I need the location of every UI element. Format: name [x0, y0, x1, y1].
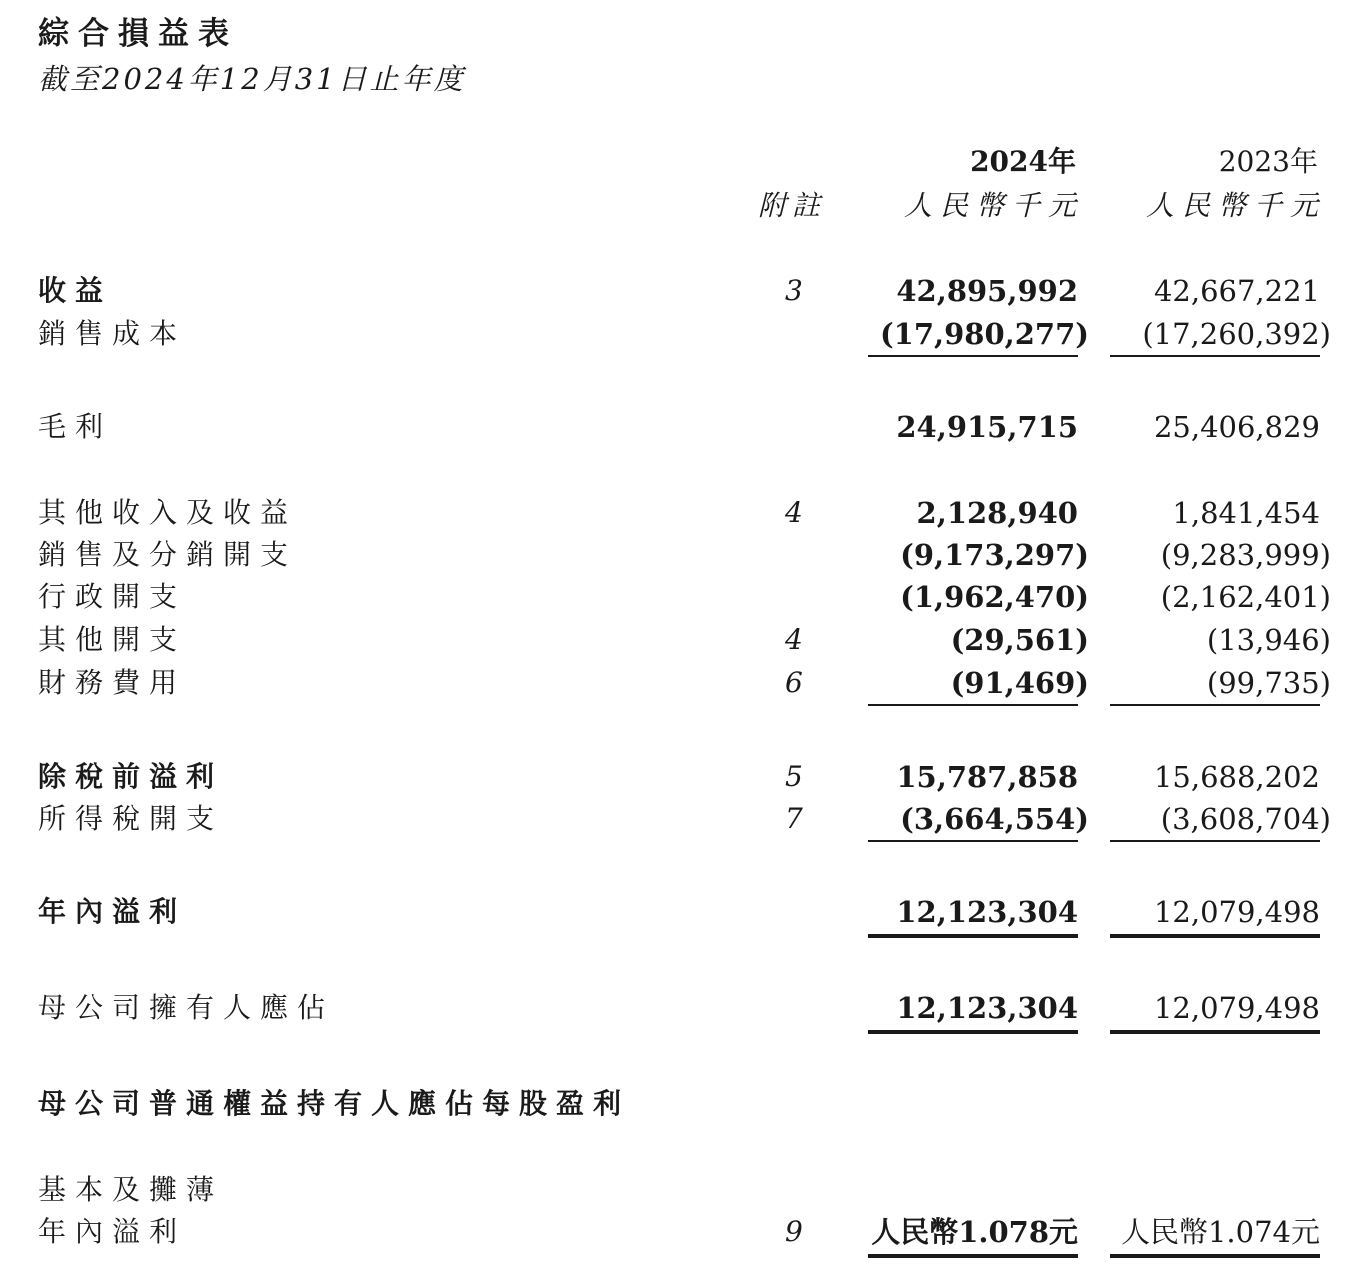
eps-value-current: 人民幣1.078元: [871, 1215, 1078, 1249]
row-value-prior: (2,162,401): [1160, 580, 1331, 614]
row-label: 銷售成本: [38, 317, 187, 350]
row-other-expenses: [0, 620, 1362, 660]
row-value-current: (29,561): [950, 623, 1089, 657]
row-value-current: (3,664,554): [900, 802, 1089, 836]
row-value-current: (1,962,470): [900, 580, 1089, 614]
row-value-current: 2,128,940: [916, 496, 1078, 530]
eps-heading: 母公司普通權益持有人應佔每股盈利: [38, 1087, 631, 1120]
column-year-prior: 2023年: [1218, 145, 1318, 178]
row-value-prior: (9,283,999): [1160, 538, 1331, 572]
row-value-current: 15,787,858: [896, 760, 1078, 794]
column-unit-prior: 人民幣千元: [1145, 189, 1326, 222]
row-income-tax: [0, 799, 1362, 839]
column-unit-current: 人民幣千元: [903, 189, 1084, 222]
row-cost-of-sales: [0, 314, 1362, 354]
total-rule: [1110, 934, 1320, 938]
column-year-current: 2024年: [970, 145, 1076, 178]
row-note: 6: [785, 666, 803, 699]
row-value-current: 12,123,304: [896, 991, 1078, 1025]
row-note: 3: [785, 274, 803, 307]
row-value-current: (91,469): [950, 666, 1089, 700]
row-profit-before-tax: [0, 757, 1362, 797]
subtotal-rule: [868, 704, 1078, 706]
row-value-prior: 12,079,498: [1153, 895, 1320, 929]
row-value-prior: 15,688,202: [1153, 760, 1320, 794]
subtotal-rule: [868, 840, 1078, 842]
row-value-current: 24,915,715: [896, 410, 1078, 444]
row-value-prior: 25,406,829: [1153, 410, 1320, 444]
row-value-prior: (13,946): [1206, 623, 1331, 657]
column-note-header: 附註: [758, 189, 827, 222]
subtotal-rule: [1110, 840, 1320, 842]
total-rule: [868, 934, 1078, 938]
row-label: 所得稅開支: [38, 802, 224, 835]
row-note: 9: [785, 1215, 803, 1248]
row-value-current: 12,123,304: [896, 895, 1078, 929]
subtotal-rule: [1110, 355, 1320, 357]
total-rule: [1110, 1030, 1320, 1034]
statement-title: 綜合損益表: [38, 16, 238, 52]
eps-heading-row: [0, 1084, 1362, 1124]
row-value-current: (17,980,277): [879, 317, 1089, 351]
row-selling-distribution: [0, 535, 1362, 575]
row-value-prior: 1,841,454: [1172, 496, 1320, 530]
eps-value-prior: 人民幣1.074元: [1120, 1215, 1320, 1249]
row-label: 收益: [38, 274, 113, 307]
total-rule: [868, 1030, 1078, 1034]
row-attributable-owners: [0, 988, 1362, 1028]
row-label: 銷售及分銷開支: [38, 538, 298, 571]
row-administrative: [0, 577, 1362, 617]
row-value-prior: 42,667,221: [1153, 274, 1320, 308]
row-profit-for-year: [0, 892, 1362, 932]
eps-sub-row-1: [0, 1170, 1362, 1210]
row-label: 毛利: [38, 410, 113, 443]
row-value-prior: 12,079,498: [1153, 991, 1320, 1025]
row-label: 其他收入及收益: [38, 496, 298, 529]
row-note: 4: [785, 496, 803, 529]
row-label: 年內溢利: [38, 895, 187, 928]
eps-sub-label-profit: 年內溢利: [38, 1215, 187, 1248]
row-value-prior: (3,608,704): [1160, 802, 1331, 836]
row-value-current: (9,173,297): [900, 538, 1089, 572]
statement-period: 截至2024年12月31日止年度: [38, 62, 466, 96]
row-label: 母公司擁有人應佔: [38, 991, 335, 1024]
subtotal-rule: [868, 355, 1078, 357]
total-rule: [1110, 1254, 1320, 1258]
row-value-prior: (17,260,392): [1142, 317, 1331, 351]
row-label: 其他開支: [38, 623, 187, 656]
row-other-income: [0, 493, 1362, 533]
row-label: 除稅前溢利: [38, 760, 224, 793]
total-rule: [868, 1254, 1078, 1258]
row-note: 5: [785, 760, 803, 793]
subtotal-rule: [1110, 704, 1320, 706]
row-value-prior: (99,735): [1206, 666, 1331, 700]
eps-sub-label-basic-diluted: 基本及攤薄: [38, 1173, 224, 1206]
row-note: 4: [785, 623, 803, 656]
row-label: 行政開支: [38, 580, 187, 613]
row-revenue: [0, 271, 1362, 311]
eps-sub-row-2: [0, 1212, 1362, 1252]
row-finance-costs: [0, 663, 1362, 703]
row-value-current: 42,895,992: [896, 274, 1078, 308]
row-gross-profit: [0, 407, 1362, 447]
row-label: 財務費用: [38, 666, 187, 699]
row-note: 7: [785, 802, 803, 835]
